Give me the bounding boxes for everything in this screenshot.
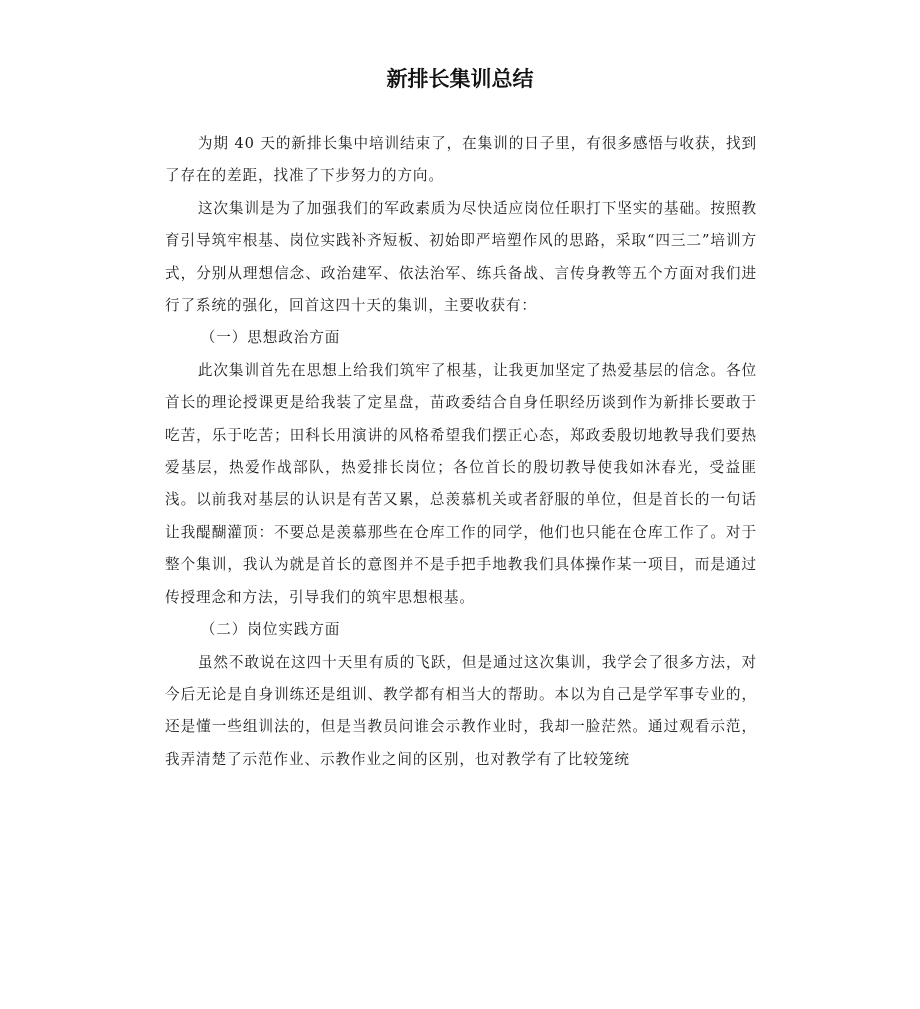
intro-paragraph: 为期 40 天的新排长集中培训结束了，在集训的日子里，有很多感悟与收获，找到了存在的差距，找准了下步努力的方向。 bbox=[165, 135, 757, 185]
document-title: 新排长集训总结 bbox=[386, 67, 534, 91]
section-heading-ideology: （一）思想政治方面 bbox=[200, 329, 341, 347]
purpose-paragraph: 这次集训是为了加强我们的军政素质为尽快适应岗位任职打下坚实的基础。按照教育引导筑牢根基、岗位实践补齐短板、初始即严培塑作风的思路，采取“四三二”培训方式，分别从理想信念、政治建军、依法治军、练兵备战、言传身教等五个方面对我们进行了系统的强化，回首这四十天的集训，主要收获有： bbox=[165, 199, 757, 315]
ideology-paragraph: 此次集训首先在思想上给我们筑牢了根基，让我更加坚定了热爱基层的信念。各位首长的理论授课更是给我装了定星盘，苗政委结合自身任职经历谈到作为新排长要敢于吃苦，乐于吃苦；田科长用演讲的风格希望我们摆正心态，郑政委殷切地教导我们要热爱基层，热爱作战部队，热爱排长岗位；各位首长的殷切教导使我如沐春光，受益匪浅。以前我对基层的认识是有苦又累，总羡慕机关或者舒服的单位，但是首长的一句话让我醍醐灌顶：不要总是羡慕那些在仓库工作的同学，他们也只能在仓库工作了。对于整个集训，我认为就是首长的意图并不是手把手地教我们具体操作某一项目，而是通过传授理念和方法，引导我们的筑牢思想根基。 bbox=[165, 361, 757, 606]
document-body bbox=[165, 128, 757, 776]
practice-paragraph: 虽然不敢说在这四十天里有质的飞跃，但是通过这次集训，我学会了很多方法，对今后无论是自身训练还是组训、教学都有相当大的帮助。本以为自己是学军事专业的，还是懂一些组训法的，但是当教员问谁会示教作业时，我却一脸茫然。通过观看示范，我弄清楚了示范作业、示教作业之间的区别，也对教学有了比较笼统 bbox=[165, 653, 757, 768]
section-heading-practice: （二）岗位实践方面 bbox=[200, 621, 341, 639]
